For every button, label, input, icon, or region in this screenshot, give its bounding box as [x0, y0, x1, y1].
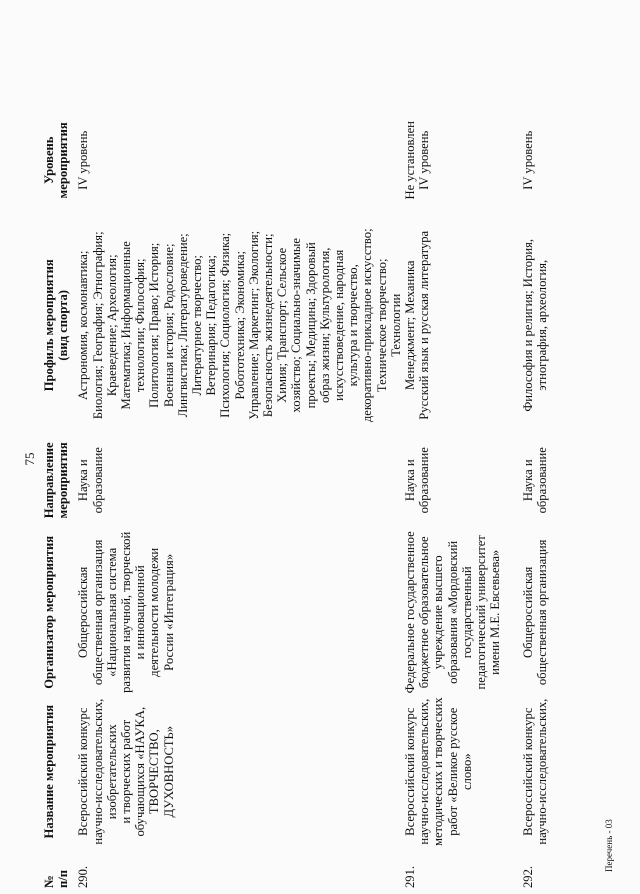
header-organizer: Организатор мероприятия [42, 535, 56, 689]
event-level: IV уровень [76, 130, 91, 190]
header-num: № п/п [42, 869, 71, 888]
event-organizer: Общероссийская общественная организация «Национальная система развития научной, творческой и инновационной деятельности молодежи России «Интеграция» [76, 531, 176, 693]
footer-note: Перечень - 03 [604, 819, 614, 872]
event-organizer: Общероссийская общественная организация [521, 539, 550, 686]
row-number: 292. [521, 865, 536, 888]
event-level: IV уровень [521, 130, 536, 190]
event-direction: Наука и образование [76, 447, 105, 514]
header-profile: Профиль мероприятия (вид спорта) [42, 259, 71, 392]
event-direction: Наука и образование [521, 447, 550, 514]
event-profile: Астрономия, космонавтика; Биология; География; Этнография; Краеведение; Археология; Математика; Информационные технологии; Философия; Политология; Право; История; Военная история; Родословие; Лингвистика; Литературоведение; Литературное творчество; Ветеринария; Педагогика; Психология; Социология; Физика; Робототехника; Экономика; Управление; Маркетинг; Экология; Безопасность жизнедеятельности; Химия; Транспорт; Сельское хозяйство; Социально-значимые проекты; Медицина; Здоровый образ жизни; Культурология, искусствоведение, народная культура и творчество, декоративно-прикладное искусство; Техническое творчество; Технологии [76, 228, 403, 423]
row-number: 290. [76, 865, 91, 888]
event-direction: Наука и образование [403, 447, 432, 514]
header-name: Название мероприятия [42, 704, 56, 839]
page-number: 75 [22, 452, 37, 466]
header-level: Уровень мероприятия [42, 122, 71, 199]
event-profile: Менеджмент; Механика Русский язык и русская литература [403, 230, 432, 420]
table-row [403, 101, 521, 890]
event-level: Не установлен IV уровень [403, 121, 432, 200]
table-row [76, 101, 403, 890]
event-organizer: Федеральное государственное бюджетное образовательное учреждение высшего образования «Мордовский государственный педагогический университет имени М.Е. Евсевьева» [403, 531, 503, 694]
event-name: Всероссийский конкурс научно-исследовательских, изобретательских и творческих работ обучающихся «НАУКА, ТВОРЧЕСТВО, ДУХОВНОСТЬ» [76, 698, 176, 845]
event-profile: Философия и религия; История, этнография, археология, [521, 238, 550, 412]
rotated-document-sheet [20, 40, 620, 894]
table-header-row [42, 101, 76, 890]
event-name: Всероссийский конкурс научно-исследовательских, методических и творческих работ «Великое русское слово» [403, 697, 474, 846]
row-number: 291. [403, 865, 418, 888]
header-direction: Направление мероприятия [42, 442, 71, 519]
event-name: Всероссийский конкурс научно-исследовательских, [521, 698, 550, 845]
events-table [42, 101, 549, 890]
table-row [521, 101, 549, 890]
